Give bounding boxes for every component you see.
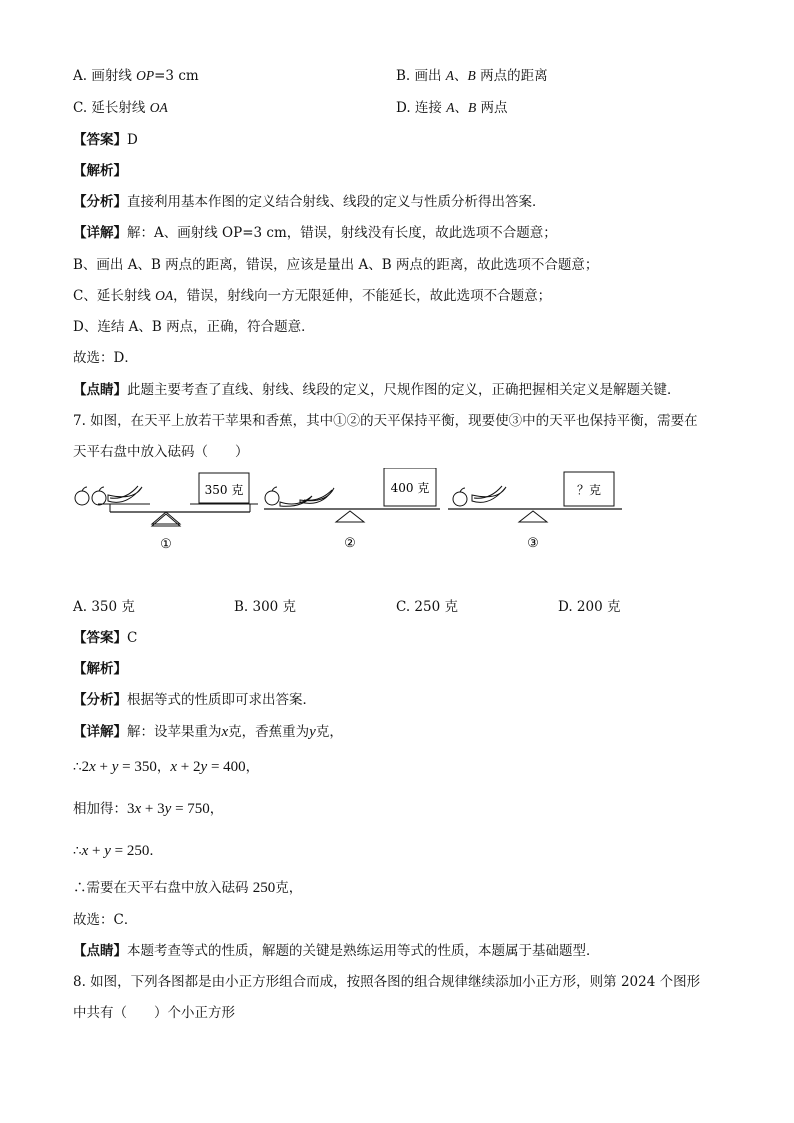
q8-stem-line2: 中共有（ ）个小正方形: [73, 1005, 235, 1021]
solution-line-d: D、连结 A、B 两点，正确，符合题意．: [73, 319, 315, 335]
option-b: B. 画出 A、B 两点的距离: [396, 68, 548, 84]
answer-line: 【答案】D: [73, 132, 138, 148]
q7-stem-line1: 7. 如图，在天平上放若干苹果和香蕉，其中①②的天平保持平衡，现要使③中的天平也保持平衡，需要在: [73, 413, 698, 429]
q7-option-a: A. 350 克: [73, 599, 135, 615]
q7-fenxi-line: 【分析】根据等式的性质即可求出答案．: [73, 692, 316, 708]
balance-label-1: ①: [160, 537, 172, 552]
option-a: A. 画射线 OP=3 cm: [73, 68, 199, 84]
q7-option-d: D. 200 克: [558, 599, 621, 615]
q7-dianjing-line: 【点睛】本题考查等式的性质，解题的关键是熟练运用等式的性质，本题属于基础题型．: [73, 943, 600, 959]
solution-line-b: B、画出 A、B 两点的距离，错误，应该是量出 A、B 两点的距离，故此选项不合题意；: [73, 257, 599, 273]
analysis-heading: 【解析】: [73, 163, 127, 179]
balance-3: [448, 472, 622, 551]
option-c: C. 延长射线 OA: [73, 100, 168, 116]
q7-analysis-heading: 【解析】: [73, 661, 127, 677]
q8-stem-line1: 8. 如图，下列各图都是由小正方形组合而成，按照各图的组合规律继续添加小正方形，则第 2024 个图形: [73, 974, 701, 990]
q7-stem-line2: 天平右盘中放入砝码（ ）: [73, 444, 249, 460]
q7-xiangjie-line: 【详解】解：设苹果重为x克，香蕉重为y克，: [73, 724, 343, 740]
q7-answer-line: 【答案】C: [73, 630, 138, 646]
q7-option-b: B. 300 克: [234, 599, 297, 615]
q7-need-line: ∴需要在天平右盘中放入砝码 250克，: [73, 880, 303, 896]
weight-label-2: 400 克: [390, 481, 430, 495]
banana-icon: [108, 486, 142, 502]
apple-icon: [92, 487, 106, 505]
option-d: D. 连接 A、B 两点: [396, 100, 508, 116]
balance-figure: [68, 468, 628, 558]
balance-label-2: ②: [344, 536, 356, 551]
apple-icon: [265, 487, 279, 505]
balance-label-3: ③: [527, 536, 539, 551]
q7-choose-line: 故选：C．: [73, 912, 138, 928]
fenxi-line: 【分析】直接利用基本作图的定义结合射线、线段的定义与性质分析得出答案．: [73, 194, 546, 210]
dianjing-line: 【点睛】此题主要考查了直线、射线、线段的定义，尺规作图的定义，正确把握相关定义是解题关键．: [73, 382, 681, 398]
apple-icon: [75, 487, 89, 505]
weight-label-1: 350 克: [204, 483, 244, 497]
banana-icon: [472, 486, 506, 502]
choose-line: 故选：D．: [73, 350, 138, 366]
weight-label-3: ？克: [576, 483, 602, 497]
q7-option-c: C. 250 克: [396, 599, 458, 615]
q7-equation-2: 相加得：3x + 3y = 750，: [73, 801, 224, 817]
xiangjie-line: 【详解】解：A、画射线 OP=3 cm，错误，射线没有长度，故此选项不合题意；: [73, 225, 557, 241]
q7-equation-3: ∴x + y = 250．: [73, 843, 163, 859]
apple-icon: [453, 488, 467, 506]
balance-1: [75, 473, 258, 552]
balance-2: [264, 468, 440, 551]
banana-icon: [300, 488, 334, 503]
q7-equation-1: ∴2x + y = 350，x + 2y = 400，: [73, 759, 260, 775]
solution-line-c: C、延长射线 OA，错误，射线向一方无限延伸，不能延长，故此选项不合题意；: [73, 288, 552, 304]
